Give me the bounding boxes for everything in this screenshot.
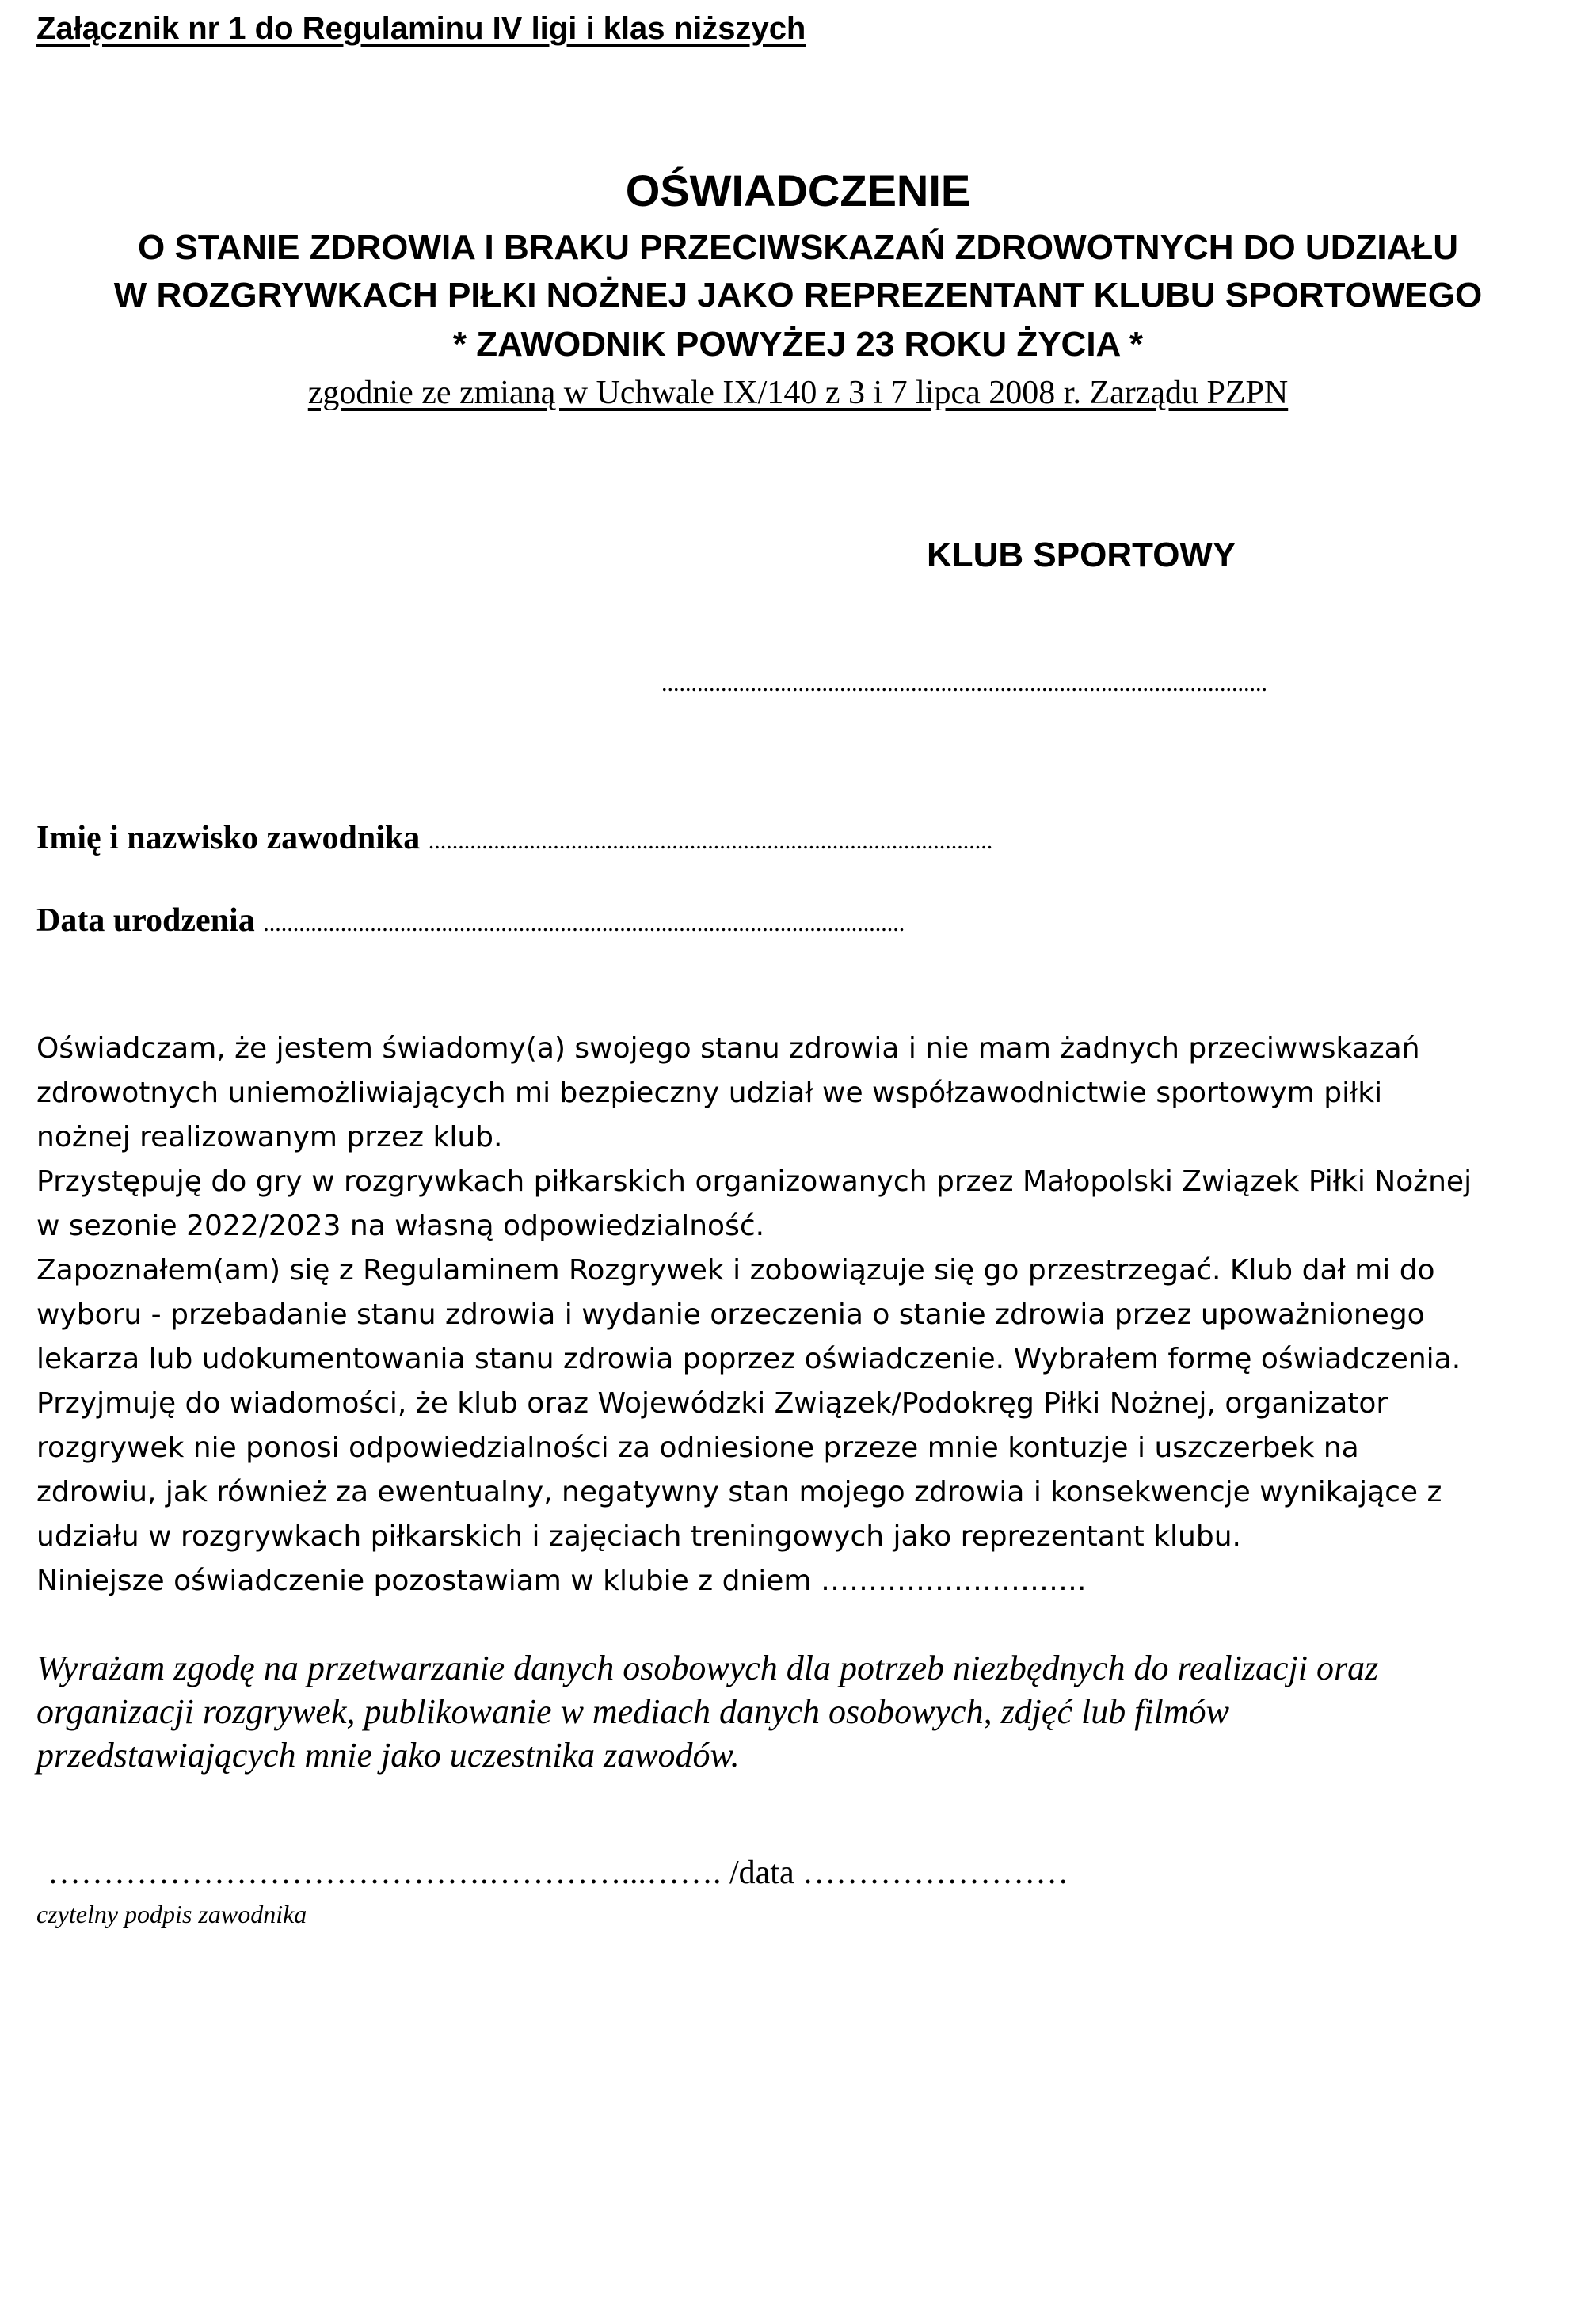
consent-line: Wyrażam zgodę na przetwarzanie danych osobowych dla potrzeb niezbędnych do realizacji oraz: [36, 1649, 1379, 1687]
club-label: KLUB SPORTOWY: [927, 536, 1236, 574]
statement-line: zdrowotnych uniemożliwiających mi bezpieczny udział we współzawodnictwie sportowym piłki: [36, 1077, 1383, 1109]
statement-text: [36, 1027, 1589, 1603]
statement-line: Przystępuję do gry w rozgrywkach piłkarskich organizowanych przez Małopolski Związek Piłki Nożnej: [36, 1165, 1472, 1198]
subtitle-line-3: * ZAWODNIK POWYŻEJ 23 ROKU ŻYCIA *: [452, 325, 1144, 364]
birth-date-field[interactable]: ............................................................................................................: [263, 910, 905, 936]
signature-date-field[interactable]: ………………………………….…………...……. /data ……………………: [48, 1855, 1069, 1891]
statement-line: Oświadczam, że jestem świadomy(a) swojego stanu zdrowia i nie mam żadnych przeciwwskazań: [36, 1032, 1420, 1065]
annex-header: Załącznik nr 1 do Regulaminu IV ligi i klas niższych: [36, 11, 806, 46]
signature-caption: czytelny podpis zawodnika: [36, 1900, 307, 1928]
statement-line: udziału w rozgrywkach piłkarskich i zajęciach treningowych jako reprezentant klubu.: [36, 1520, 1241, 1553]
player-name-row: [36, 819, 992, 857]
data-consent-text: [36, 1646, 1378, 1777]
statement-date-line[interactable]: Niniejsze oświadczenie pozostawiam w klubie z dniem ……………………….: [36, 1565, 1087, 1597]
statement-line: lekarza lub udokumentowania stanu zdrowia poprzez oświadczenie. Wybrałem formę oświadczenia.: [36, 1343, 1461, 1375]
legal-basis: zgodnie ze zmianą w Uchwale IX/140 z 3 i 7 lipca 2008 r. Zarządu PZPN: [307, 375, 1289, 411]
player-name-label: Imię i nazwisko zawodnika: [36, 820, 421, 856]
consent-line: przedstawiających mnie jako uczestnika zawodów.: [36, 1736, 740, 1775]
subtitle-line-2: W ROZGRYWKACH PIŁKI NOŻNEJ JAKO REPREZENTANT KLUBU SPORTOWEGO: [113, 276, 1483, 315]
statement-line: wyboru - przebadanie stanu zdrowia i wydanie orzeczenia o stanie zdrowia przez upoważnionego: [36, 1298, 1425, 1331]
club-name-field[interactable]: ......................................................................................................: [661, 670, 1267, 696]
consent-line: organizacji rozgrywek, publikowanie w mediach danych osobowych, zdjęć lub filmów: [36, 1692, 1229, 1731]
birth-date-label: Data urodzenia: [36, 902, 255, 939]
statement-line: w sezonie 2022/2023 na własną odpowiedzialność.: [36, 1210, 765, 1242]
statement-line: rozgrywek nie ponosi odpowiedzialności za odniesione przeze mnie kontuzje i uszczerbek na: [36, 1432, 1359, 1464]
subtitle-line-1: O STANIE ZDROWIA I BRAKU PRZECIWSKAZAŃ ZDROWOTNYCH DO UDZIAŁU: [138, 228, 1458, 267]
statement-line: nożnej realizowanym przez klub.: [36, 1121, 503, 1153]
statement-line: zdrowiu, jak również za ewentualny, negatywny stan mojego zdrowia i konsekwencje wynikające z: [36, 1476, 1442, 1508]
document-title: OŚWIADCZENIE: [625, 166, 971, 215]
player-name-field[interactable]: ...............................................................................................: [428, 828, 993, 854]
statement-line: Zapoznałem(am) się z Regulaminem Rozgrywek i zobowiązuje się go przestrzegać. Klub dał mi do: [36, 1254, 1435, 1287]
statement-line: Przyjmuję do wiadomości, że klub oraz Wojewódzki Związek/Podokręg Piłki Nożnej, organizator: [36, 1387, 1388, 1420]
birth-date-row: [36, 902, 905, 940]
